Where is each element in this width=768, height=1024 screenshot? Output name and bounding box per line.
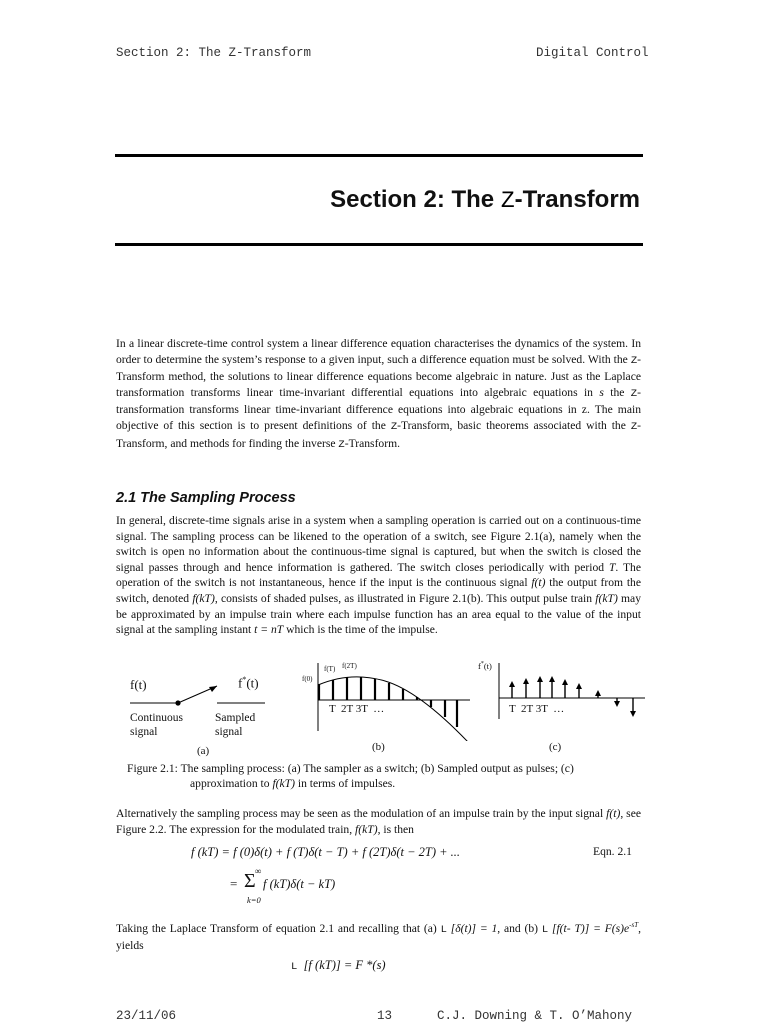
switch-output-label: f*(t) [238,675,259,691]
running-header-right: Digital Control [536,46,649,60]
pulse-time-ticks: T 2T 3T … [329,703,385,715]
impulse-time-ticks: T 2T 3T … [509,703,565,715]
footer-date: 23/11/06 [116,1009,177,1023]
switch-diagram [125,680,275,710]
continuous-signal-label: Continuous signal [130,712,184,738]
title-top-rule [115,154,643,157]
title-bottom-rule [115,243,643,246]
sum-sigma: Σ [244,870,256,892]
pulse-f0-label: f(0) [302,675,313,683]
pulse-f2T-label: f(2T) [342,662,357,670]
footer-page-number: 13 [377,1009,393,1023]
sampling-paragraph: In general, discrete-time signals arise in a system when a sampling operation is carried out on a continuous-time signal. The sampling process can be likened to the operation of a switch, see Figure 2.1(a), namely when the switch is open no information about the continuous-time signal is captured, but when the switch is closed the signal passes through and hence information is gathered. The switch closes periodically with period T. The operation of the switch is not instantaneous, hence if the input is the continuous signal f(t) the output from the switch, denoted f(kT), consists of shaded pulses, as illustrated in Figure 2.1(b). This output pulse train f(kT) may be approximated by an impulse train where each impulse function has an area equal to the value of the input signal at the sampling instant t = nT which is the time of the impulse. [116,514,641,637]
section-title: Section 2: The Z-Transform [330,186,640,214]
panel-a-tag: (a) [197,745,210,757]
sum-lower-limit: k=0 [247,895,261,905]
footer-authors: C.J. Downing & T. O’Mahony [437,1009,633,1023]
figure-2-1 [0,655,768,760]
pulse-bars [319,677,457,727]
intro-paragraph: In a linear discrete-time control system a linear difference equation characterises the dynamics of the system. In order to determine the system’s response to a given input, such a difference equation must be solved. With the Z-Transform method, the solutions to linear difference equations become algebraic in nature. Just as the Laplace transformation transforms linear time-invariant differential equations into algebraic equations in s the Z-transformation transforms linear time-invariant difference equations into algebraic equations in z. The main objective of this section is to present definitions of the Z-Transform, basic theorems associated with the Z-Transform, and methods for finding the inverse Z-Transform. [116,337,641,451]
figure-caption-line-2: approximation to f(kT) in terms of impulses. [190,777,396,790]
pulse-fT-label: f(T) [324,665,336,673]
impulse-y-label: f*(t) [478,661,492,671]
running-header-left: Section 2: The Z-Transform [116,46,312,60]
switch-input-label: f(t) [130,677,147,692]
panel-b-tag: (b) [372,741,385,753]
modulation-paragraph: Alternatively the sampling process may be seen as the modulation of an impulse train by the input signal f(t), see Figure 2.2. The expression for the modulated train, f(kT), is then [116,807,641,836]
panel-c-tag: (c) [549,741,562,753]
laplace-result-equation: L [f (kT)] = F *(s) [291,958,386,973]
pulse-train-plot [315,661,475,741]
equation-2-1-line-1: f (kT) = f (0)δ(t) + f (T)δ(t − T) + f (2T)δ(t − 2T) + ... [191,845,461,859]
equation-2-1-label: Eqn. 2.1 [593,845,632,858]
laplace-paragraph: Taking the Laplace Transform of equation 2.1 and recalling that (a) L [δ(t)] = 1, and (b) L [f(t- $T)] = F(s)e^{-sT}$, yields [116,921,642,953]
figure-caption-line-1: Figure 2.1: The sampling process: (a) The sampler as a switch; (b) Sampled output as pulses; (c) [127,762,574,775]
equation-2-1-line-2: f (kT)δ(t − kT) [263,877,336,891]
sampled-signal-label: Sampled signal [215,712,256,738]
section-heading: 2.1 The Sampling Process [116,490,296,506]
equation-2-1-equals: = [230,876,238,891]
sum-upper-limit: ∞ [254,866,262,876]
